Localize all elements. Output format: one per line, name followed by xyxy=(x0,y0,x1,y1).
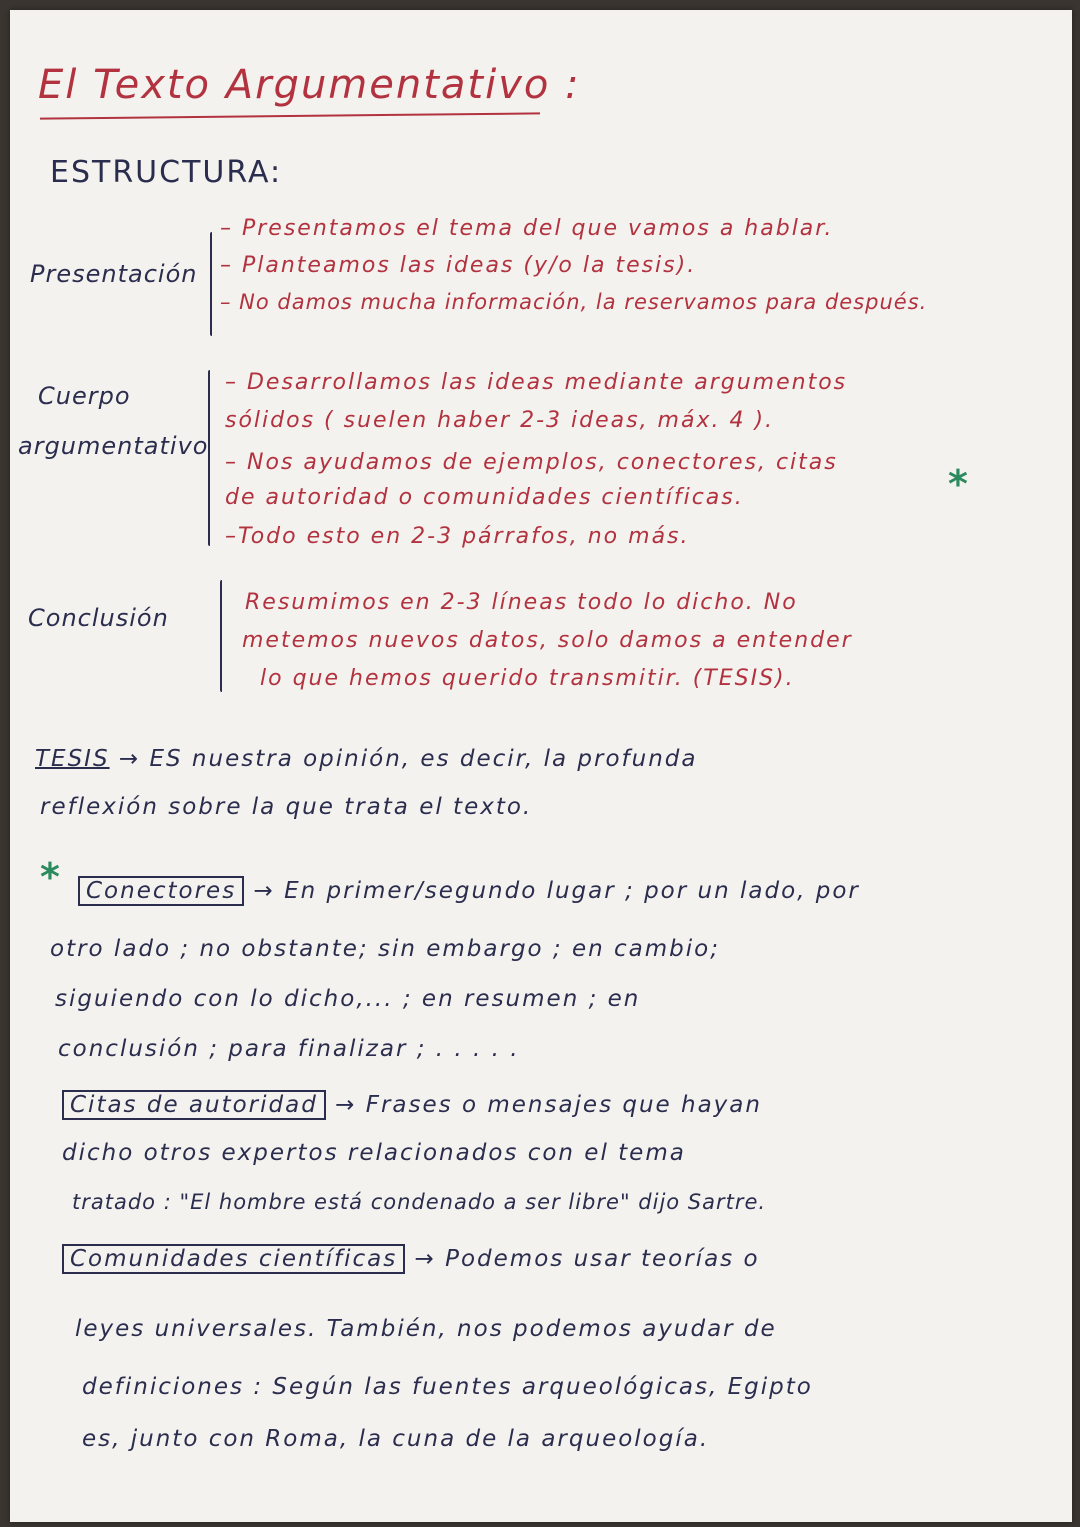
presentacion-label: Presentación xyxy=(30,260,198,288)
arrow-icon: → xyxy=(118,746,141,772)
citas-line-3: tratado : "El hombre está condenado a ser libre" dijo Sartre. xyxy=(72,1190,767,1214)
comunidades-line-4: es, junto con Roma, la cuna de la arqueología. xyxy=(82,1426,710,1452)
conectores-line-2: otro lado ; no obstante; sin embargo ; en cambio; xyxy=(50,936,720,962)
page-title: El Texto Argumentativo : xyxy=(38,62,581,108)
conclusion-brace xyxy=(220,580,222,692)
conclusion-line-2: metemos nuevos datos, solo damos a entender xyxy=(242,628,853,653)
tesis-definition-1: ES nuestra opinión, es decir, la profunda xyxy=(149,746,698,772)
conclusion-label: Conclusión xyxy=(28,604,169,632)
presentacion-brace xyxy=(210,232,212,336)
tesis-term: TESIS xyxy=(35,746,110,772)
arrow-icon: → xyxy=(253,878,275,904)
title-underline xyxy=(40,112,540,119)
asterisk-marker-conectores: * xyxy=(40,855,60,899)
arrow-icon: → xyxy=(335,1092,357,1118)
conectores-line-3: siguiendo con lo dicho,... ; en resumen ; en xyxy=(55,986,641,1012)
cuerpo-line-3: – Nos ayudamos de ejemplos, conectores, citas xyxy=(225,450,838,475)
notebook-page xyxy=(10,10,1072,1522)
conectores-line-1 xyxy=(78,876,860,906)
citas-text-1: Frases o mensajes que hayan xyxy=(365,1092,762,1118)
cuerpo-label-1: Cuerpo xyxy=(38,382,131,410)
citas-line-1 xyxy=(62,1090,762,1120)
comunidades-line-1 xyxy=(62,1244,760,1274)
conectores-line-4: conclusión ; para finalizar ; . . . . . xyxy=(58,1036,520,1062)
comunidades-text-1: Podemos usar teorías o xyxy=(445,1246,760,1272)
cuerpo-line-1: – Desarrollamos las ideas mediante argumentos xyxy=(225,370,848,395)
cuerpo-line-5: –Todo esto en 2-3 párrafos, no más. xyxy=(225,524,690,549)
cuerpo-label-2: argumentativo xyxy=(18,432,209,460)
cuerpo-line-2: sólidos ( suelen haber 2-3 ideas, máx. 4 ). xyxy=(225,408,775,433)
conclusion-line-3: lo que hemos querido transmitir. (TESIS). xyxy=(260,666,795,691)
presentacion-line-2: – Planteamos las ideas (y/o la tesis). xyxy=(220,253,697,278)
conclusion-line-1: Resumimos en 2-3 líneas todo lo dicho. No xyxy=(245,590,798,615)
tesis-line-1 xyxy=(35,746,697,772)
arrow-icon: → xyxy=(414,1246,436,1272)
asterisk-marker: * xyxy=(948,462,968,506)
cuerpo-line-4: de autoridad o comunidades científicas. xyxy=(225,485,744,510)
conectores-term: Conectores xyxy=(78,876,244,906)
citas-term: Citas de autoridad xyxy=(62,1090,326,1120)
comunidades-line-2: leyes universales. También, nos podemos ayudar de xyxy=(75,1316,777,1342)
comunidades-line-3: definiciones : Según las fuentes arqueológicas, Egipto xyxy=(82,1374,813,1400)
tesis-line-2: reflexión sobre la que trata el texto. xyxy=(40,794,533,820)
section-heading: ESTRUCTURA: xyxy=(50,155,283,190)
citas-line-2: dicho otros expertos relacionados con el tema xyxy=(62,1140,686,1166)
conectores-text-1: En primer/segundo lugar ; por un lado, por xyxy=(284,878,860,904)
comunidades-term: Comunidades científicas xyxy=(62,1244,405,1274)
presentacion-line-1: – Presentamos el tema del que vamos a hablar. xyxy=(220,216,834,241)
cuerpo-brace xyxy=(208,370,210,546)
presentacion-line-3: – No damos mucha información, la reservamos para después. xyxy=(220,290,928,314)
